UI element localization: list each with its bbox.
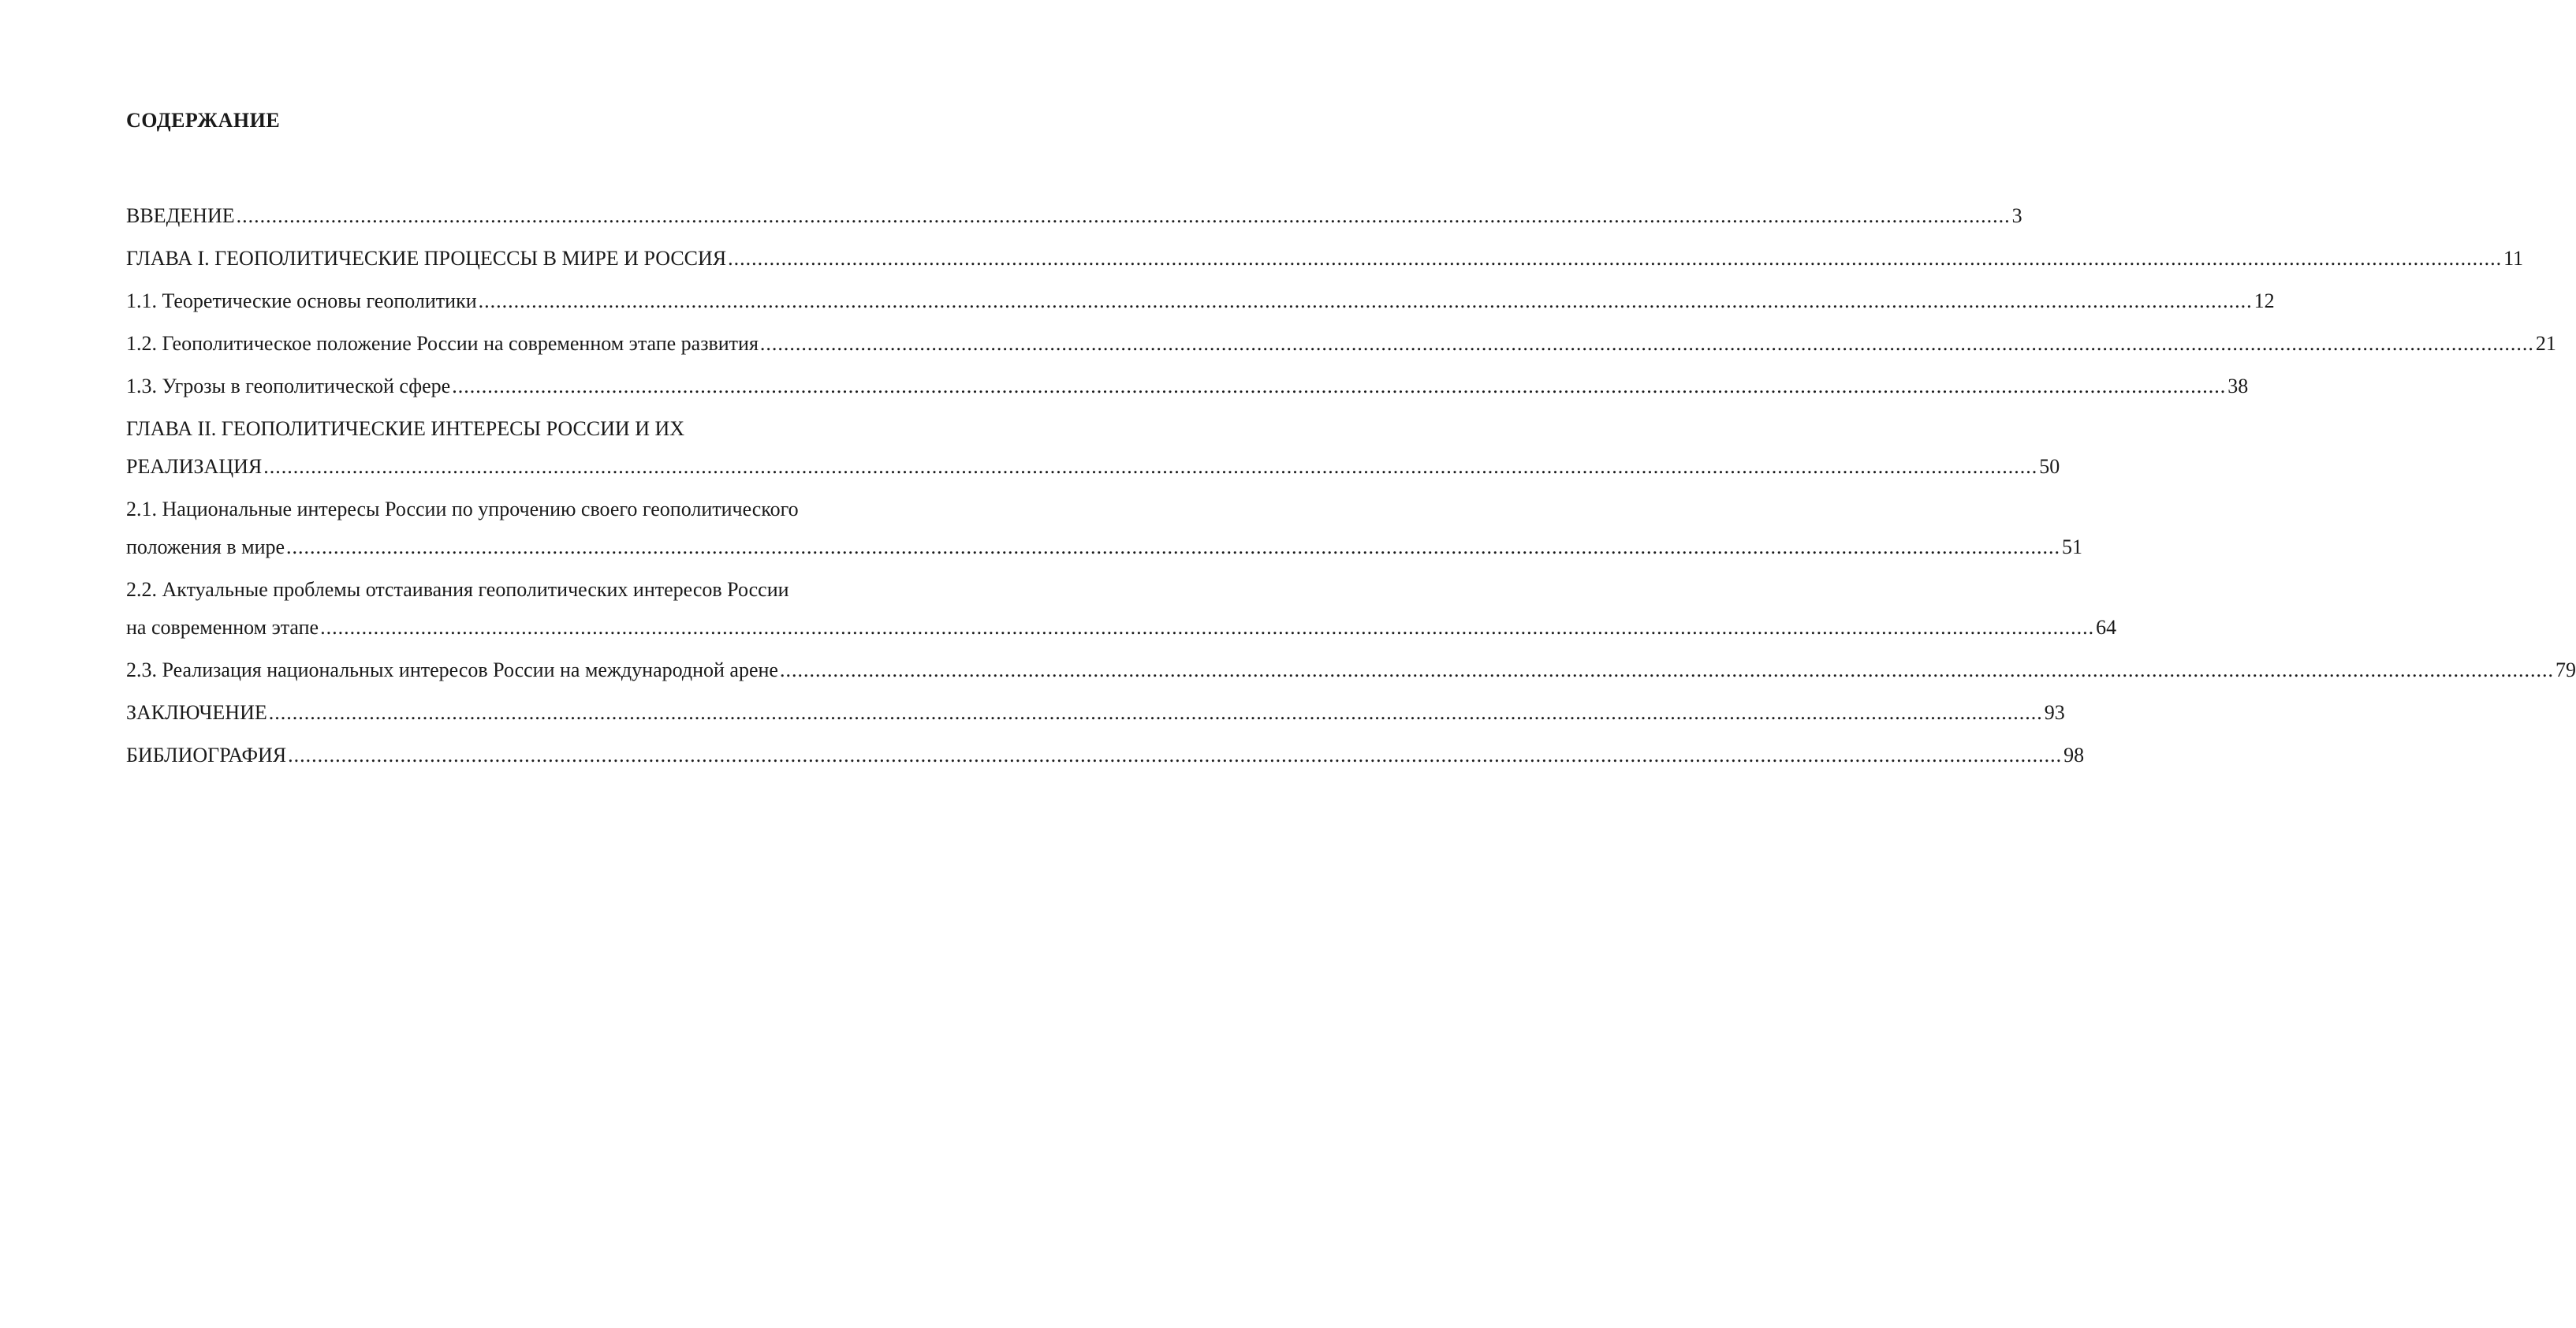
dot-leader: ............................................................................................................................................................................................................................................................................................................	[478, 289, 2253, 312]
dot-leader: ............................................................................................................................................................................................................................................................................................................	[268, 701, 2043, 724]
toc-entry-title: БИБЛИОГРАФИЯ	[126, 744, 287, 767]
toc-entry-title-line: 2.1. Национальные интересы России по упрочению своего геополитического	[126, 498, 799, 520]
toc-page-number: 21	[2535, 332, 2556, 355]
toc-page-number: 64	[2096, 616, 2117, 639]
dot-leader: ............................................................................................................................................................................................................................................................................................................	[779, 658, 2554, 681]
toc-page-number: 98	[2063, 744, 2085, 767]
toc-entry-section-2-2[interactable]	[126, 571, 2117, 647]
toc-entry-title: ГЛАВА I. ГЕОПОЛИТИЧЕСКИЕ ПРОЦЕССЫ В МИРЕ И РОССИЯ	[126, 247, 727, 270]
toc-entry-conclusion[interactable]	[126, 694, 2065, 732]
toc-entry-title: на современном этапе	[126, 616, 319, 639]
toc-entry-title: 1.2. Геополитическое положение России на современном этапе развития	[126, 332, 759, 355]
page-title: СОДЕРЖАНИЕ	[126, 109, 281, 132]
toc-page-number: 12	[2254, 289, 2275, 312]
dot-leader: ............................................................................................................................................................................................................................................................................................................	[288, 744, 2063, 767]
dot-leader: ............................................................................................................................................................................................................................................................................................................	[320, 616, 2095, 639]
toc-entry-section-2-1[interactable]	[126, 491, 2083, 566]
toc-entry-section-1-1[interactable]	[126, 282, 2275, 320]
toc-entry-title: 1.3. Угрозы в геополитической сфере	[126, 375, 451, 397]
toc-entry-title: положения в мире	[126, 535, 285, 558]
toc-entry-section-2-3[interactable]	[126, 651, 2576, 689]
toc-entry-title: 2.3. Реализация национальных интересов России на международной арене	[126, 658, 778, 681]
toc-entry-chapter-1[interactable]	[126, 240, 2524, 278]
toc-entry-title: 1.1. Теоретические основы геополитики	[126, 289, 477, 312]
toc-page-number: 50	[2039, 455, 2060, 478]
toc-page-number: 11	[2503, 247, 2524, 270]
dot-leader: ............................................................................................................................................................................................................................................................................................................	[286, 535, 2061, 558]
toc-entry-title-line: 2.2. Актуальные проблемы отстаивания геополитических интересов России	[126, 578, 789, 601]
toc-page-number: 3	[2011, 204, 2022, 227]
toc-entry-chapter-2[interactable]	[126, 410, 2060, 486]
toc-entry-title: ВВЕДЕНИЕ	[126, 204, 235, 227]
toc-page-number: 38	[2227, 375, 2249, 397]
toc-entry-title: РЕАЛИЗАЦИЯ	[126, 455, 263, 478]
dot-leader: ............................................................................................................................................................................................................................................................................................................	[263, 455, 2038, 478]
toc-entry-title: ЗАКЛЮЧЕНИЕ	[126, 701, 267, 724]
toc-entry-section-1-3[interactable]	[126, 367, 2249, 405]
dot-leader: ............................................................................................................................................................................................................................................................................................................	[452, 375, 2227, 397]
dot-leader: ............................................................................................................................................................................................................................................................................................................	[728, 247, 2503, 270]
dot-leader: ............................................................................................................................................................................................................................................................................................................	[236, 204, 2011, 227]
dot-leader: ............................................................................................................................................................................................................................................................................................................	[759, 332, 2534, 355]
toc-entry-section-1-2[interactable]	[126, 325, 2556, 363]
toc-entry-bibliography[interactable]	[126, 737, 2085, 774]
toc-page-number: 93	[2044, 701, 2065, 724]
toc-page-number: 79	[2555, 658, 2576, 681]
toc-entry-introduction[interactable]	[126, 197, 2022, 235]
toc-entry-title-line: ГЛАВА II. ГЕОПОЛИТИЧЕСКИЕ ИНТЕРЕСЫ РОССИИ И ИХ	[126, 417, 685, 440]
table-of-contents	[126, 197, 2576, 774]
toc-page-number: 51	[2062, 535, 2083, 558]
